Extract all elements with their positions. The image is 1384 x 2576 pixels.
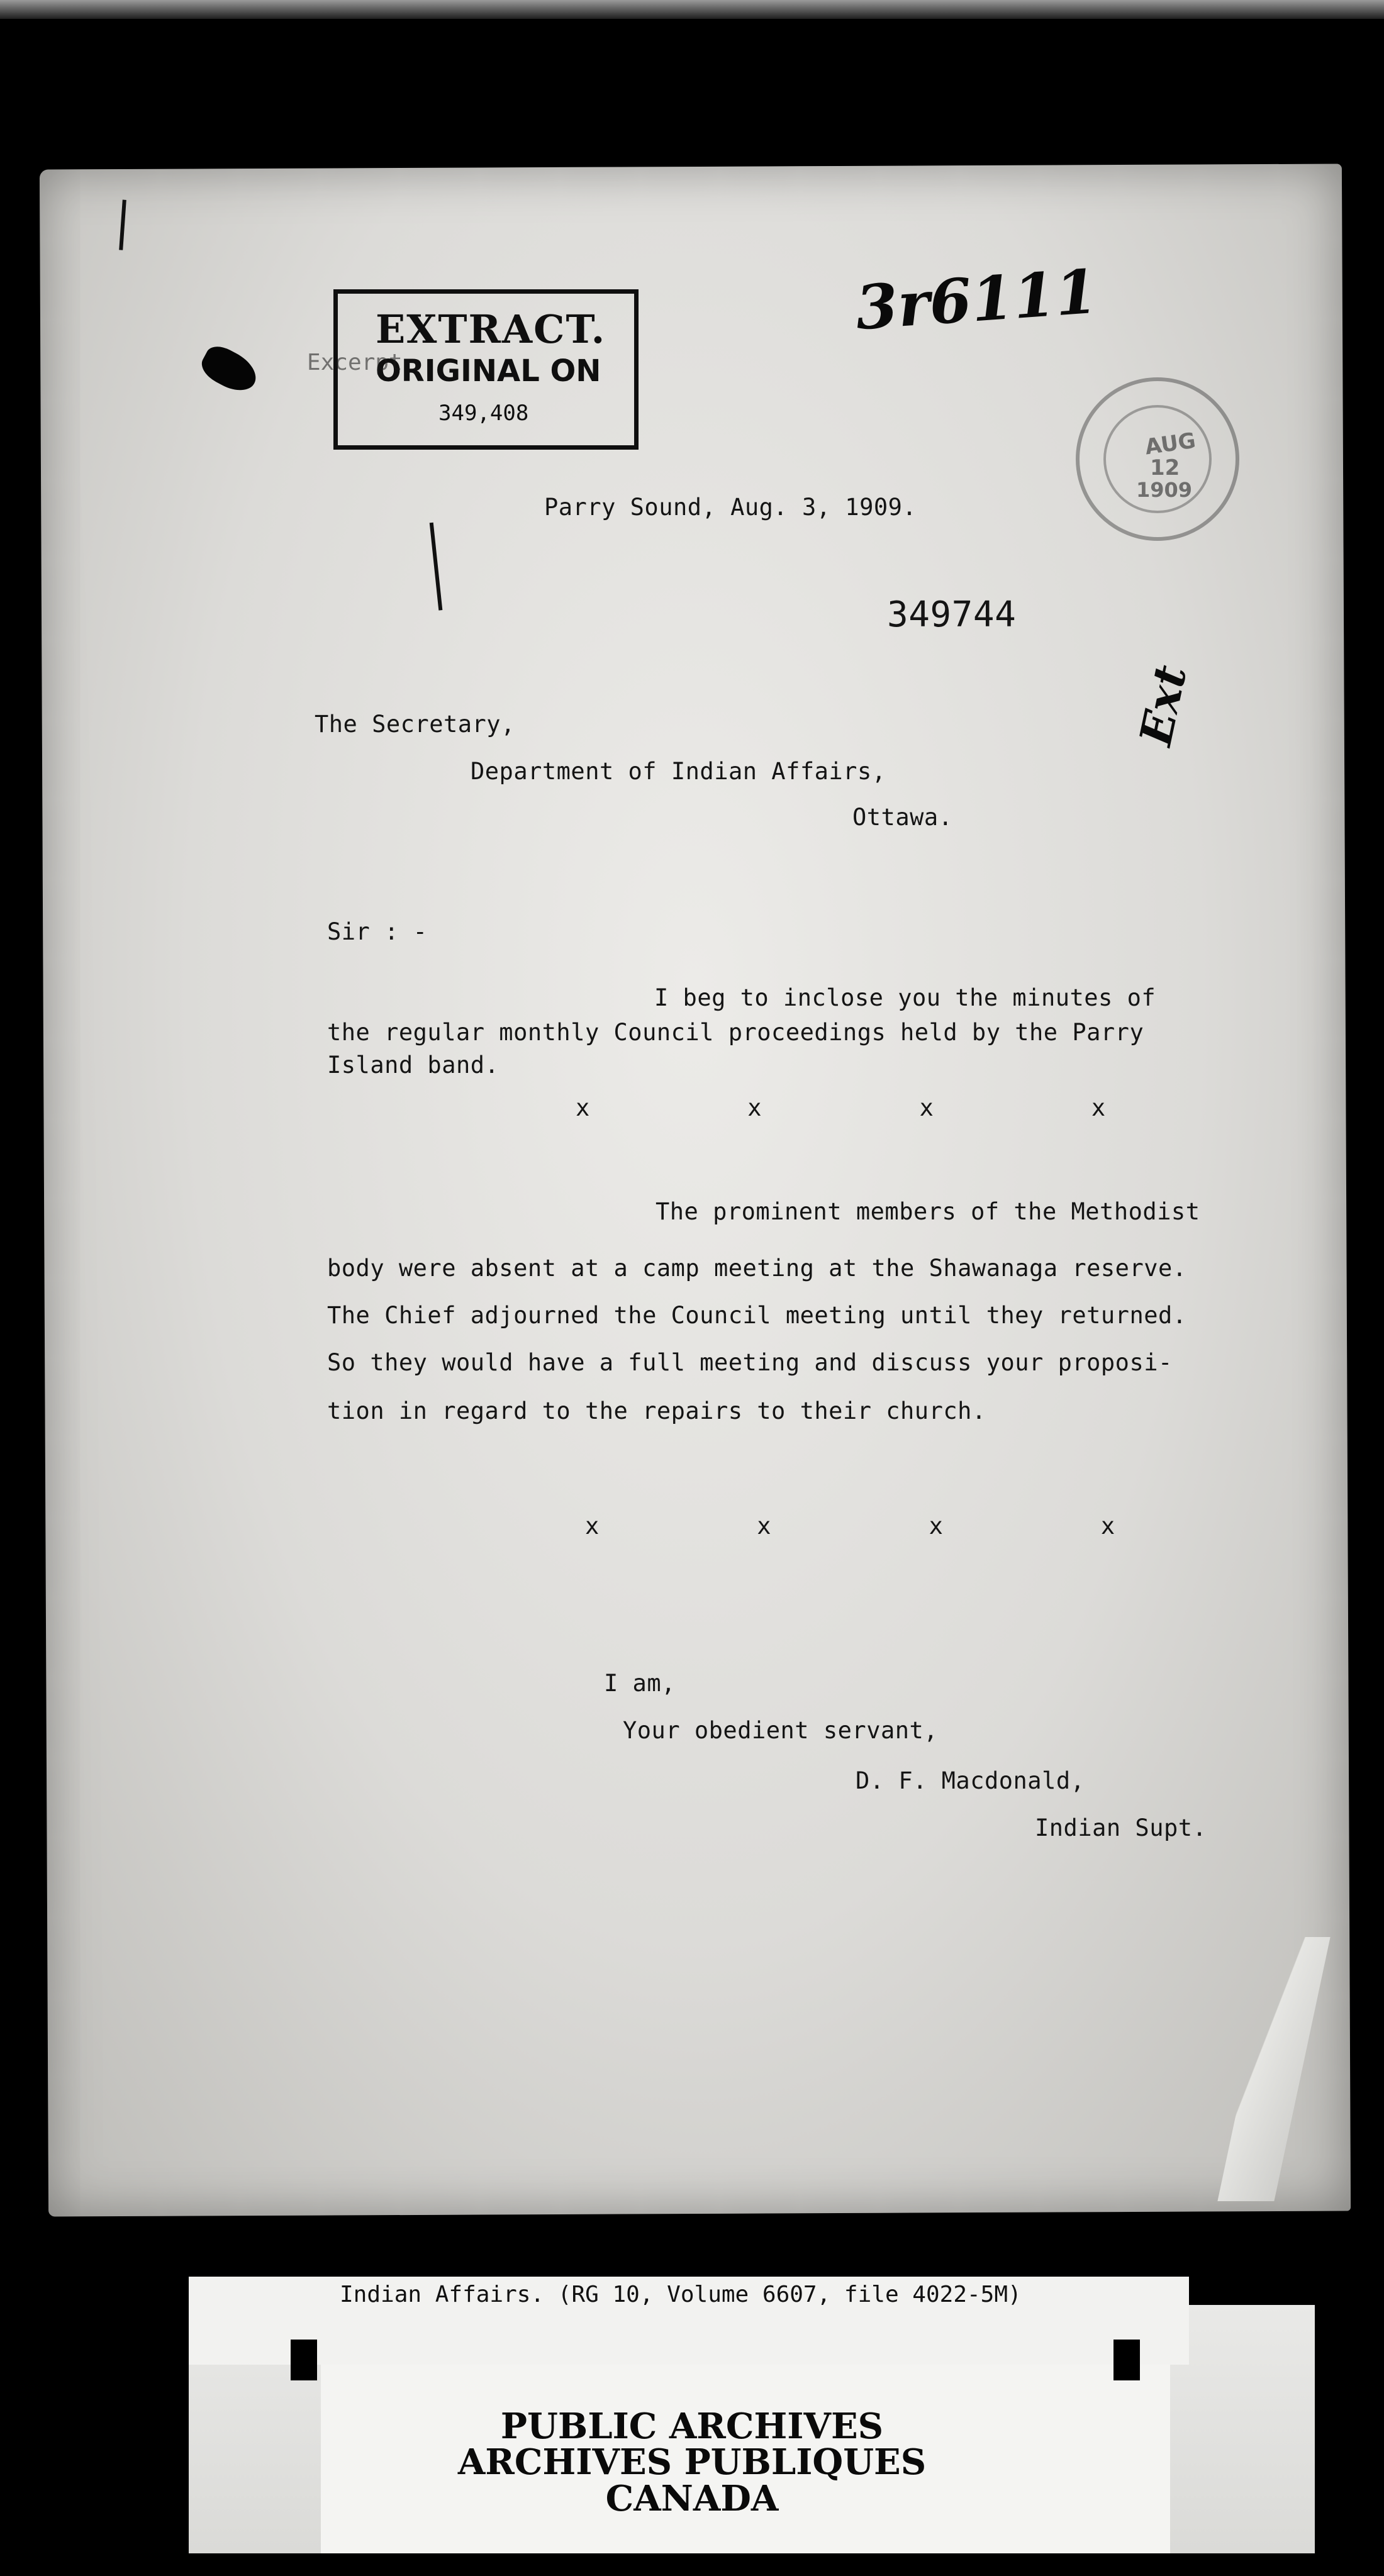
handwritten-file-number: 3r6111 <box>853 255 1100 344</box>
omission-marks-2: x x x x <box>585 1513 1115 1540</box>
signatory-title: Indian Supt. <box>1035 1814 1207 1841</box>
label-notch-right <box>1113 2340 1140 2380</box>
paragraph2-line-2: body were absent at a camp meeting at the Shawanaga reserve. <box>327 1255 1187 1282</box>
paragraph1-line-3: Island band. <box>327 1052 499 1079</box>
closing-line-1: I am, <box>604 1670 676 1697</box>
paragraph1-line-2: the regular monthly Council proceedings held by the Parry <box>327 1019 1144 1046</box>
label-notch-left <box>291 2340 317 2380</box>
date-stamp-month: AUG <box>1143 428 1198 460</box>
closing-line-2: Your obedient servant, <box>623 1717 939 1744</box>
addressee-line-2: Department of Indian Affairs, <box>471 758 886 785</box>
archives-line-1: PUBLIC ARCHIVES <box>500 2406 884 2447</box>
date-stamp-inner-ring <box>1103 405 1212 513</box>
signature: D. F. Macdonald, <box>856 1767 1085 1794</box>
salutation: Sir : - <box>327 918 428 945</box>
paragraph2-line-4: So they would have a full meeting and discuss your proposi- <box>327 1349 1173 1376</box>
handwritten-initials: Ext <box>1129 660 1197 750</box>
paragraph2-line-5: tion in regard to the repairs to their church. <box>327 1397 986 1424</box>
archive-reference: Indian Affairs. (RG 10, Volume 6607, file 4022-5M) <box>340 2282 1022 2307</box>
addressee-line-3: Ottawa. <box>852 804 953 831</box>
film-edge <box>0 0 1384 19</box>
paragraph2-line-3: The Chief adjourned the Council meeting until they returned. <box>327 1302 1187 1329</box>
paragraph1-line-1: I beg to inclose you the minutes of <box>654 984 1156 1011</box>
date-stamp-day: 12 <box>1150 455 1180 480</box>
date-stamp-year: 1909 <box>1136 478 1193 502</box>
place-date-line: Parry Sound, Aug. 3, 1909. <box>544 494 917 521</box>
omission-marks-1: x x x x <box>576 1094 1106 1121</box>
file-stamp-number: 349744 <box>887 594 1017 635</box>
addressee-line-1: The Secretary, <box>315 711 515 738</box>
stamp-original-on: ORIGINAL ON <box>376 353 601 389</box>
excerpt-overprint: Excerpt <box>307 350 403 375</box>
stamp-title: EXTRACT. <box>376 306 606 352</box>
archives-line-2: ARCHIVES PUBLIQUES <box>457 2441 927 2483</box>
stamp-reference-number: 349,408 <box>438 401 529 426</box>
archives-line-3: CANADA <box>605 2478 779 2519</box>
received-date-stamp <box>1076 377 1239 541</box>
paragraph2-line-1: The prominent members of the Methodist <box>656 1198 1200 1225</box>
